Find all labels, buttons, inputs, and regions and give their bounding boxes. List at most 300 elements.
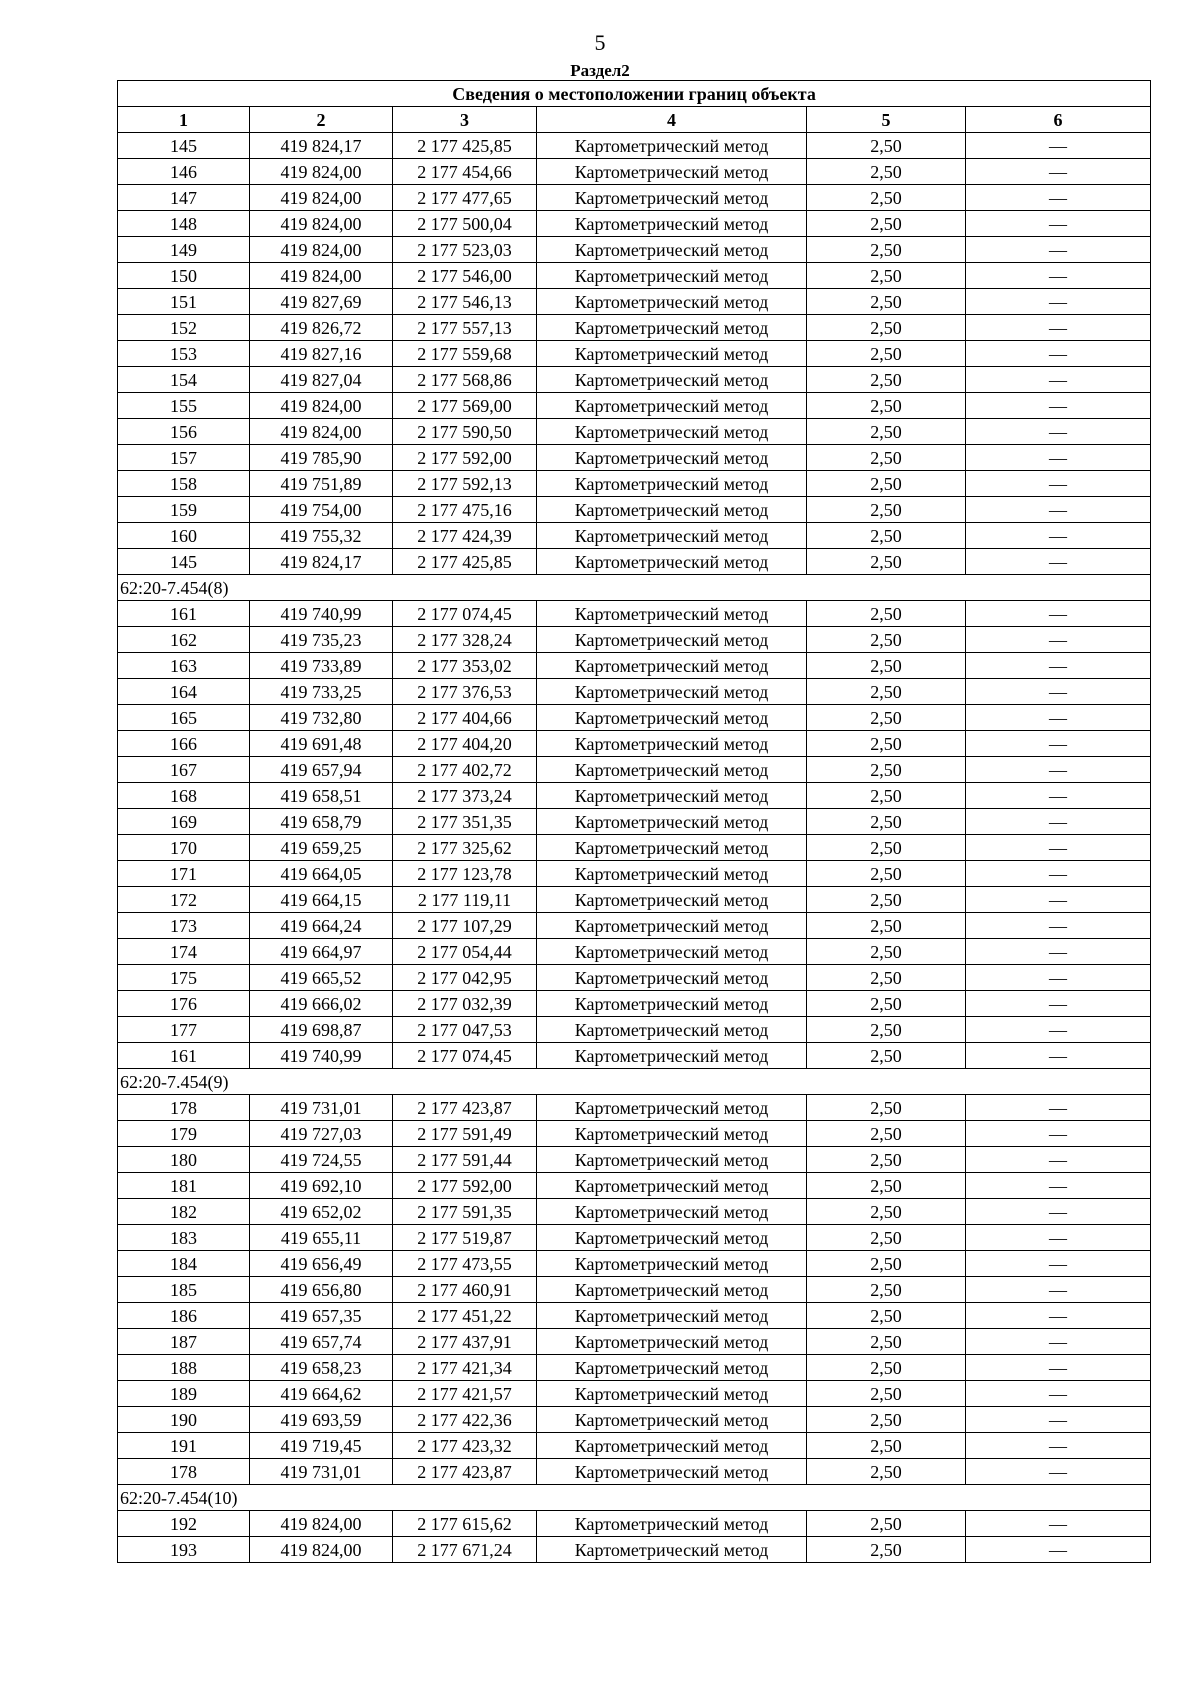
description-cell: —: [966, 263, 1151, 289]
table-row: [118, 133, 1151, 159]
table-row: [118, 861, 1151, 887]
x-coordinate-cell: 419 827,16: [250, 341, 393, 367]
point-number-cell: 161: [118, 601, 250, 627]
y-coordinate-cell: 2 177 328,24: [393, 627, 537, 653]
x-coordinate-cell: 419 724,55: [250, 1147, 393, 1173]
y-coordinate-cell: 2 177 404,20: [393, 731, 537, 757]
method-cell: Картометрический метод: [537, 913, 807, 939]
description-cell: —: [966, 1017, 1151, 1043]
description-cell: —: [966, 1511, 1151, 1537]
x-coordinate-cell: 419 656,49: [250, 1251, 393, 1277]
x-coordinate-cell: 419 691,48: [250, 731, 393, 757]
point-number-cell: 184: [118, 1251, 250, 1277]
accuracy-cell: 2,50: [807, 653, 966, 679]
point-number-cell: 169: [118, 809, 250, 835]
x-coordinate-cell: 419 664,62: [250, 1381, 393, 1407]
accuracy-cell: 2,50: [807, 679, 966, 705]
point-number-cell: 165: [118, 705, 250, 731]
method-cell: Картометрический метод: [537, 627, 807, 653]
method-cell: Картометрический метод: [537, 523, 807, 549]
accuracy-cell: 2,50: [807, 1459, 966, 1485]
y-coordinate-cell: 2 177 451,22: [393, 1303, 537, 1329]
accuracy-cell: 2,50: [807, 887, 966, 913]
y-coordinate-cell: 2 177 615,62: [393, 1511, 537, 1537]
description-cell: —: [966, 731, 1151, 757]
point-number-cell: 163: [118, 653, 250, 679]
description-cell: —: [966, 211, 1151, 237]
accuracy-cell: 2,50: [807, 1407, 966, 1433]
accuracy-cell: 2,50: [807, 1043, 966, 1069]
description-cell: —: [966, 1121, 1151, 1147]
column-header: 5: [807, 107, 966, 133]
description-cell: —: [966, 1329, 1151, 1355]
description-cell: —: [966, 861, 1151, 887]
y-coordinate-cell: 2 177 032,39: [393, 991, 537, 1017]
point-number-cell: 183: [118, 1225, 250, 1251]
table-row: [118, 1147, 1151, 1173]
x-coordinate-cell: 419 754,00: [250, 497, 393, 523]
point-number-cell: 146: [118, 159, 250, 185]
method-cell: Картометрический метод: [537, 393, 807, 419]
y-coordinate-cell: 2 177 590,50: [393, 419, 537, 445]
y-coordinate-cell: 2 177 592,00: [393, 1173, 537, 1199]
point-number-cell: 167: [118, 757, 250, 783]
accuracy-cell: 2,50: [807, 289, 966, 315]
accuracy-cell: 2,50: [807, 133, 966, 159]
accuracy-cell: 2,50: [807, 757, 966, 783]
point-number-cell: 175: [118, 965, 250, 991]
table-row: [118, 1381, 1151, 1407]
point-number-cell: 157: [118, 445, 250, 471]
accuracy-cell: 2,50: [807, 367, 966, 393]
x-coordinate-cell: 419 755,32: [250, 523, 393, 549]
description-cell: —: [966, 1355, 1151, 1381]
accuracy-cell: 2,50: [807, 1433, 966, 1459]
y-coordinate-cell: 2 177 591,35: [393, 1199, 537, 1225]
y-coordinate-cell: 2 177 107,29: [393, 913, 537, 939]
description-cell: —: [966, 1043, 1151, 1069]
table-row: [118, 1511, 1151, 1537]
description-cell: —: [966, 497, 1151, 523]
y-coordinate-cell: 2 177 592,00: [393, 445, 537, 471]
accuracy-cell: 2,50: [807, 185, 966, 211]
point-number-cell: 158: [118, 471, 250, 497]
x-coordinate-cell: 419 719,45: [250, 1433, 393, 1459]
x-coordinate-cell: 419 657,74: [250, 1329, 393, 1355]
point-number-cell: 178: [118, 1459, 250, 1485]
column-header-row: [118, 107, 1151, 133]
method-cell: Картометрический метод: [537, 965, 807, 991]
group-header-row: [118, 575, 1151, 601]
accuracy-cell: 2,50: [807, 939, 966, 965]
y-coordinate-cell: 2 177 423,32: [393, 1433, 537, 1459]
method-cell: Картометрический метод: [537, 1251, 807, 1277]
accuracy-cell: 2,50: [807, 1199, 966, 1225]
method-cell: Картометрический метод: [537, 783, 807, 809]
description-cell: —: [966, 1199, 1151, 1225]
accuracy-cell: 2,50: [807, 1329, 966, 1355]
method-cell: Картометрический метод: [537, 861, 807, 887]
point-number-cell: 151: [118, 289, 250, 315]
table-row: [118, 679, 1151, 705]
description-cell: —: [966, 471, 1151, 497]
table-row: [118, 1433, 1151, 1459]
method-cell: Картометрический метод: [537, 159, 807, 185]
point-number-cell: 187: [118, 1329, 250, 1355]
table-row: [118, 445, 1151, 471]
x-coordinate-cell: 419 824,00: [250, 263, 393, 289]
y-coordinate-cell: 2 177 546,13: [393, 289, 537, 315]
y-coordinate-cell: 2 177 473,55: [393, 1251, 537, 1277]
table-row: [118, 263, 1151, 289]
method-cell: Картометрический метод: [537, 731, 807, 757]
accuracy-cell: 2,50: [807, 523, 966, 549]
point-number-cell: 192: [118, 1511, 250, 1537]
description-cell: —: [966, 809, 1151, 835]
accuracy-cell: 2,50: [807, 861, 966, 887]
accuracy-cell: 2,50: [807, 549, 966, 575]
method-cell: Картометрический метод: [537, 237, 807, 263]
y-coordinate-cell: 2 177 123,78: [393, 861, 537, 887]
x-coordinate-cell: 419 827,04: [250, 367, 393, 393]
y-coordinate-cell: 2 177 423,87: [393, 1459, 537, 1485]
accuracy-cell: 2,50: [807, 1147, 966, 1173]
method-cell: Картометрический метод: [537, 1303, 807, 1329]
y-coordinate-cell: 2 177 425,85: [393, 549, 537, 575]
x-coordinate-cell: 419 824,00: [250, 419, 393, 445]
boundary-coordinates-table: [117, 80, 1151, 1563]
point-number-cell: 150: [118, 263, 250, 289]
table-row: [118, 991, 1151, 1017]
table-row: [118, 809, 1151, 835]
parcel-group-label: 62:20-7.454(9): [118, 1069, 1151, 1095]
description-cell: —: [966, 1537, 1151, 1563]
x-coordinate-cell: 419 824,00: [250, 1537, 393, 1563]
x-coordinate-cell: 419 785,90: [250, 445, 393, 471]
column-header: 6: [966, 107, 1151, 133]
y-coordinate-cell: 2 177 054,44: [393, 939, 537, 965]
x-coordinate-cell: 419 664,97: [250, 939, 393, 965]
method-cell: Картометрический метод: [537, 263, 807, 289]
point-number-cell: 148: [118, 211, 250, 237]
y-coordinate-cell: 2 177 404,66: [393, 705, 537, 731]
method-cell: Картометрический метод: [537, 601, 807, 627]
method-cell: Картометрический метод: [537, 1095, 807, 1121]
description-cell: —: [966, 1277, 1151, 1303]
table-row: [118, 497, 1151, 523]
method-cell: Картометрический метод: [537, 991, 807, 1017]
method-cell: Картометрический метод: [537, 939, 807, 965]
method-cell: Картометрический метод: [537, 341, 807, 367]
table-row: [118, 887, 1151, 913]
y-coordinate-cell: 2 177 591,49: [393, 1121, 537, 1147]
table-row: [118, 1303, 1151, 1329]
description-cell: —: [966, 445, 1151, 471]
table-row: [118, 965, 1151, 991]
accuracy-cell: 2,50: [807, 835, 966, 861]
accuracy-cell: 2,50: [807, 471, 966, 497]
point-number-cell: 176: [118, 991, 250, 1017]
y-coordinate-cell: 2 177 325,62: [393, 835, 537, 861]
description-cell: —: [966, 835, 1151, 861]
point-number-cell: 182: [118, 1199, 250, 1225]
table-row: [118, 1407, 1151, 1433]
description-cell: —: [966, 1147, 1151, 1173]
x-coordinate-cell: 419 731,01: [250, 1459, 393, 1485]
x-coordinate-cell: 419 824,00: [250, 185, 393, 211]
y-coordinate-cell: 2 177 074,45: [393, 601, 537, 627]
y-coordinate-cell: 2 177 569,00: [393, 393, 537, 419]
x-coordinate-cell: 419 657,94: [250, 757, 393, 783]
accuracy-cell: 2,50: [807, 965, 966, 991]
point-number-cell: 172: [118, 887, 250, 913]
description-cell: —: [966, 601, 1151, 627]
y-coordinate-cell: 2 177 424,39: [393, 523, 537, 549]
table-row: [118, 549, 1151, 575]
table-row: [118, 159, 1151, 185]
x-coordinate-cell: 419 824,00: [250, 237, 393, 263]
y-coordinate-cell: 2 177 376,53: [393, 679, 537, 705]
table-row: [118, 1225, 1151, 1251]
table-row: [118, 185, 1151, 211]
method-cell: Картометрический метод: [537, 1147, 807, 1173]
point-number-cell: 188: [118, 1355, 250, 1381]
point-number-cell: 171: [118, 861, 250, 887]
point-number-cell: 190: [118, 1407, 250, 1433]
x-coordinate-cell: 419 826,72: [250, 315, 393, 341]
point-number-cell: 152: [118, 315, 250, 341]
description-cell: —: [966, 757, 1151, 783]
x-coordinate-cell: 419 657,35: [250, 1303, 393, 1329]
description-cell: —: [966, 159, 1151, 185]
description-cell: —: [966, 653, 1151, 679]
method-cell: Картометрический метод: [537, 1511, 807, 1537]
method-cell: Картометрический метод: [537, 211, 807, 237]
table-row: [118, 367, 1151, 393]
y-coordinate-cell: 2 177 546,00: [393, 263, 537, 289]
description-cell: —: [966, 1225, 1151, 1251]
y-coordinate-cell: 2 177 671,24: [393, 1537, 537, 1563]
accuracy-cell: 2,50: [807, 315, 966, 341]
x-coordinate-cell: 419 824,00: [250, 393, 393, 419]
description-cell: —: [966, 1251, 1151, 1277]
description-cell: —: [966, 1459, 1151, 1485]
description-cell: —: [966, 549, 1151, 575]
description-cell: —: [966, 939, 1151, 965]
point-number-cell: 153: [118, 341, 250, 367]
accuracy-cell: 2,50: [807, 1225, 966, 1251]
table-row: [118, 1329, 1151, 1355]
x-coordinate-cell: 419 664,15: [250, 887, 393, 913]
x-coordinate-cell: 419 732,80: [250, 705, 393, 731]
table-row: [118, 471, 1151, 497]
point-number-cell: 168: [118, 783, 250, 809]
method-cell: Картометрический метод: [537, 549, 807, 575]
x-coordinate-cell: 419 751,89: [250, 471, 393, 497]
method-cell: Картометрический метод: [537, 185, 807, 211]
description-cell: —: [966, 965, 1151, 991]
accuracy-cell: 2,50: [807, 809, 966, 835]
point-number-cell: 156: [118, 419, 250, 445]
point-number-cell: 145: [118, 133, 250, 159]
x-coordinate-cell: 419 740,99: [250, 601, 393, 627]
point-number-cell: 173: [118, 913, 250, 939]
point-number-cell: 191: [118, 1433, 250, 1459]
y-coordinate-cell: 2 177 353,02: [393, 653, 537, 679]
y-coordinate-cell: 2 177 559,68: [393, 341, 537, 367]
accuracy-cell: 2,50: [807, 601, 966, 627]
description-cell: —: [966, 523, 1151, 549]
table-row: [118, 1459, 1151, 1485]
description-cell: —: [966, 315, 1151, 341]
table-row: [118, 1355, 1151, 1381]
accuracy-cell: 2,50: [807, 497, 966, 523]
x-coordinate-cell: 419 824,00: [250, 211, 393, 237]
point-number-cell: 170: [118, 835, 250, 861]
table-row: [118, 1095, 1151, 1121]
y-coordinate-cell: 2 177 074,45: [393, 1043, 537, 1069]
table-row: [118, 601, 1151, 627]
method-cell: Картометрический метод: [537, 289, 807, 315]
table-row: [118, 1251, 1151, 1277]
y-coordinate-cell: 2 177 568,86: [393, 367, 537, 393]
point-number-cell: 149: [118, 237, 250, 263]
y-coordinate-cell: 2 177 500,04: [393, 211, 537, 237]
point-number-cell: 181: [118, 1173, 250, 1199]
x-coordinate-cell: 419 731,01: [250, 1095, 393, 1121]
point-number-cell: 159: [118, 497, 250, 523]
description-cell: —: [966, 887, 1151, 913]
x-coordinate-cell: 419 664,05: [250, 861, 393, 887]
group-header-row: [118, 1069, 1151, 1095]
x-coordinate-cell: 419 824,00: [250, 1511, 393, 1537]
y-coordinate-cell: 2 177 557,13: [393, 315, 537, 341]
description-cell: —: [966, 289, 1151, 315]
x-coordinate-cell: 419 693,59: [250, 1407, 393, 1433]
table-row: [118, 1121, 1151, 1147]
description-cell: —: [966, 1173, 1151, 1199]
y-coordinate-cell: 2 177 402,72: [393, 757, 537, 783]
method-cell: Картометрический метод: [537, 887, 807, 913]
page-number: 5: [594, 30, 606, 55]
accuracy-cell: 2,50: [807, 627, 966, 653]
description-cell: —: [966, 393, 1151, 419]
accuracy-cell: 2,50: [807, 211, 966, 237]
x-coordinate-cell: 419 664,24: [250, 913, 393, 939]
method-cell: Картометрический метод: [537, 705, 807, 731]
method-cell: Картометрический метод: [537, 1407, 807, 1433]
point-number-cell: 189: [118, 1381, 250, 1407]
table-row: [118, 1277, 1151, 1303]
x-coordinate-cell: 419 727,03: [250, 1121, 393, 1147]
parcel-group-label: 62:20-7.454(10): [118, 1485, 1151, 1511]
y-coordinate-cell: 2 177 042,95: [393, 965, 537, 991]
table-row: [118, 835, 1151, 861]
table-body: [118, 133, 1151, 1563]
accuracy-cell: 2,50: [807, 1017, 966, 1043]
point-number-cell: 161: [118, 1043, 250, 1069]
table-row: [118, 237, 1151, 263]
accuracy-cell: 2,50: [807, 445, 966, 471]
point-number-cell: 185: [118, 1277, 250, 1303]
table-row: [118, 211, 1151, 237]
y-coordinate-cell: 2 177 591,44: [393, 1147, 537, 1173]
accuracy-cell: 2,50: [807, 991, 966, 1017]
accuracy-cell: 2,50: [807, 705, 966, 731]
column-header: 4: [537, 107, 807, 133]
accuracy-cell: 2,50: [807, 1173, 966, 1199]
table-row: [118, 289, 1151, 315]
accuracy-cell: 2,50: [807, 1537, 966, 1563]
point-number-cell: 166: [118, 731, 250, 757]
table-row: [118, 653, 1151, 679]
method-cell: Картометрический метод: [537, 679, 807, 705]
description-cell: —: [966, 991, 1151, 1017]
x-coordinate-cell: 419 824,00: [250, 159, 393, 185]
point-number-cell: 162: [118, 627, 250, 653]
method-cell: Картометрический метод: [537, 653, 807, 679]
table-row: [118, 1173, 1151, 1199]
accuracy-cell: 2,50: [807, 263, 966, 289]
description-cell: —: [966, 1381, 1151, 1407]
method-cell: Картометрический метод: [537, 1537, 807, 1563]
x-coordinate-cell: 419 692,10: [250, 1173, 393, 1199]
y-coordinate-cell: 2 177 592,13: [393, 471, 537, 497]
x-coordinate-cell: 419 698,87: [250, 1017, 393, 1043]
method-cell: Картометрический метод: [537, 315, 807, 341]
method-cell: Картометрический метод: [537, 497, 807, 523]
description-cell: —: [966, 1407, 1151, 1433]
method-cell: Картометрический метод: [537, 1121, 807, 1147]
description-cell: —: [966, 133, 1151, 159]
table-row: [118, 315, 1151, 341]
x-coordinate-cell: 419 656,80: [250, 1277, 393, 1303]
y-coordinate-cell: 2 177 519,87: [393, 1225, 537, 1251]
description-cell: —: [966, 419, 1151, 445]
column-header: 2: [250, 107, 393, 133]
point-number-cell: 145: [118, 549, 250, 575]
accuracy-cell: 2,50: [807, 341, 966, 367]
x-coordinate-cell: 419 827,69: [250, 289, 393, 315]
x-coordinate-cell: 419 666,02: [250, 991, 393, 1017]
table-row: [118, 1199, 1151, 1225]
x-coordinate-cell: 419 652,02: [250, 1199, 393, 1225]
y-coordinate-cell: 2 177 047,53: [393, 1017, 537, 1043]
method-cell: Картометрический метод: [537, 1433, 807, 1459]
method-cell: Картометрический метод: [537, 133, 807, 159]
description-cell: —: [966, 185, 1151, 211]
point-number-cell: 177: [118, 1017, 250, 1043]
y-coordinate-cell: 2 177 475,16: [393, 497, 537, 523]
method-cell: Картометрический метод: [537, 419, 807, 445]
accuracy-cell: 2,50: [807, 731, 966, 757]
point-number-cell: 154: [118, 367, 250, 393]
description-cell: —: [966, 913, 1151, 939]
point-number-cell: 160: [118, 523, 250, 549]
y-coordinate-cell: 2 177 421,34: [393, 1355, 537, 1381]
column-header: 3: [393, 107, 537, 133]
method-cell: Картометрический метод: [537, 1225, 807, 1251]
point-number-cell: 193: [118, 1537, 250, 1563]
y-coordinate-cell: 2 177 373,24: [393, 783, 537, 809]
parcel-group-label: 62:20-7.454(8): [118, 575, 1151, 601]
method-cell: Картометрический метод: [537, 757, 807, 783]
y-coordinate-cell: 2 177 523,03: [393, 237, 537, 263]
method-cell: Картометрический метод: [537, 1043, 807, 1069]
method-cell: Картометрический метод: [537, 1381, 807, 1407]
x-coordinate-cell: 419 658,79: [250, 809, 393, 835]
accuracy-cell: 2,50: [807, 419, 966, 445]
